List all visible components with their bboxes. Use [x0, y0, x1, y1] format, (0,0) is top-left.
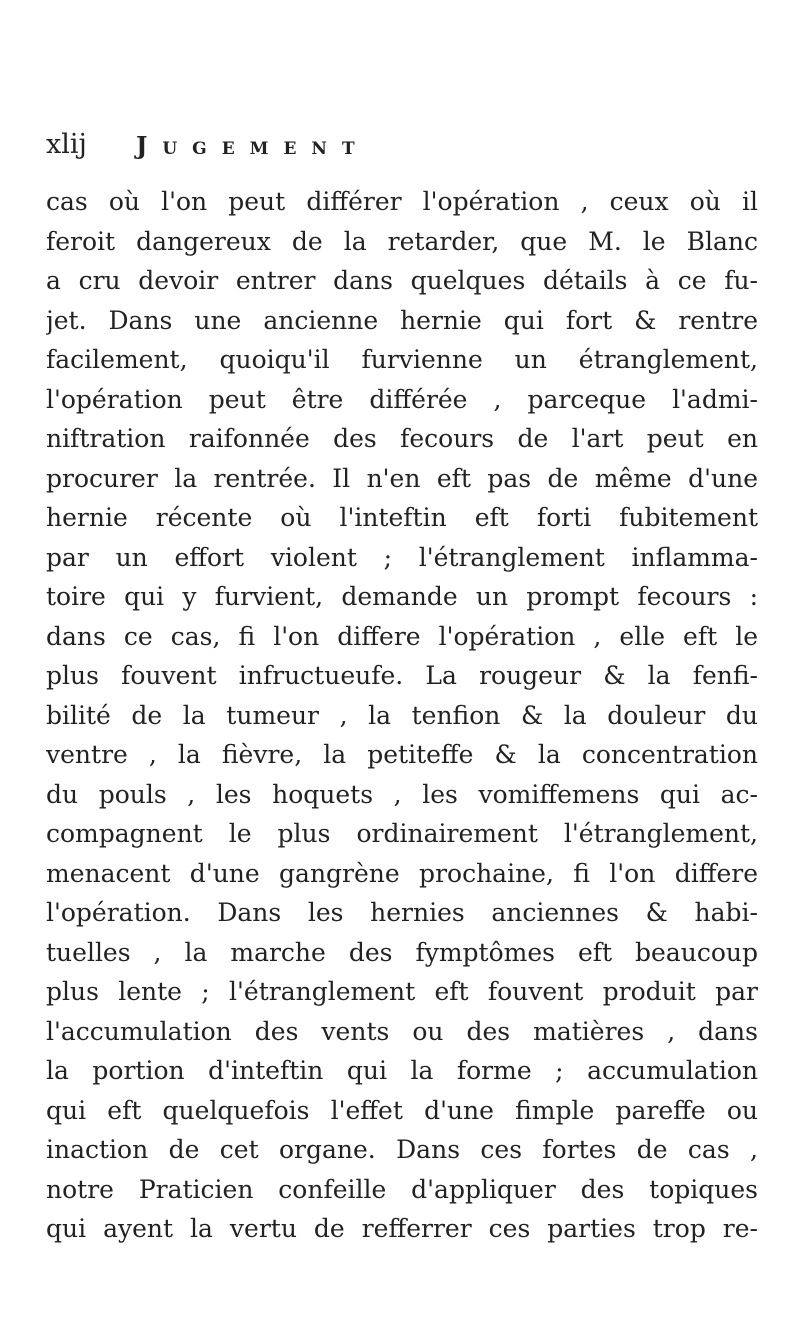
text-line: notre Praticien confeille d'appliquer des topiques	[46, 1174, 758, 1204]
text-line: la portion d'inteftin qui la forme ; accumulation	[46, 1056, 758, 1085]
text-line: compagnent le plus ordinairement l'étranglement,	[46, 819, 758, 848]
text-line: hernie récente où l'inteftin eft forti fubitement	[46, 503, 758, 532]
text-line: a cru devoir entrer dans quelques détails à ce fu-	[46, 266, 758, 295]
text-line: qui ayent la vertu de refferrer ces parties trop re-	[46, 1214, 758, 1243]
text-line: par un effort violent ; l'étranglement inflamma-	[46, 542, 758, 572]
text-line: plus lente ; l'étranglement eft fouvent produit par	[46, 977, 758, 1006]
running-head: Jugement	[136, 131, 370, 160]
text-line: inaction de cet organe. Dans ces fortes de cas ,	[46, 1135, 758, 1164]
text-line: feroit dangereux de la retarder, que M. le Blanc	[46, 226, 758, 256]
text-line: menacent d'une gangrène prochaine, fi l'on differe	[46, 858, 758, 888]
text-line: ventre , la fièvre, la petiteffe & la concentration	[46, 740, 758, 769]
page-number: xlij	[46, 129, 87, 160]
text-line: qui eft quelquefois l'effet d'une fimple pareffe ou	[46, 1095, 758, 1125]
text-line: cas où l'on peut différer l'opération , ceux où il	[46, 187, 758, 216]
text-line: dans ce cas, fi l'on differe l'opération , elle eft le	[46, 621, 758, 651]
text-line: niftration raifonnée des fecours de l'art peut en	[46, 424, 758, 453]
text-line: plus fouvent infructueufe. La rougeur & la fenfi-	[46, 661, 758, 690]
page-header	[46, 128, 766, 168]
body-text	[46, 182, 758, 1249]
text-line: l'opération. Dans les hernies anciennes & habi-	[46, 898, 758, 927]
text-line: l'opération peut être différée , parceque l'admi-	[46, 384, 758, 414]
text-line: l'accumulation des vents ou des matières , dans	[46, 1016, 758, 1046]
text-line: facilement, quoiqu'il furvienne un étranglement,	[46, 345, 758, 374]
text-line: bilité de la tumeur , la tenfion & la douleur du	[46, 700, 758, 730]
text-line: jet. Dans une ancienne hernie qui fort & rentre	[46, 305, 758, 335]
text-line: du pouls , les hoquets , les vomiffemens qui ac-	[46, 779, 758, 809]
text-line: toire qui y furvient, demande un prompt fecours :	[46, 582, 758, 611]
text-line: tuelles , la marche des fymptômes eft beaucoup	[46, 937, 758, 967]
text-line: procurer la rentrée. Il n'en eft pas de même d'une	[46, 463, 758, 493]
